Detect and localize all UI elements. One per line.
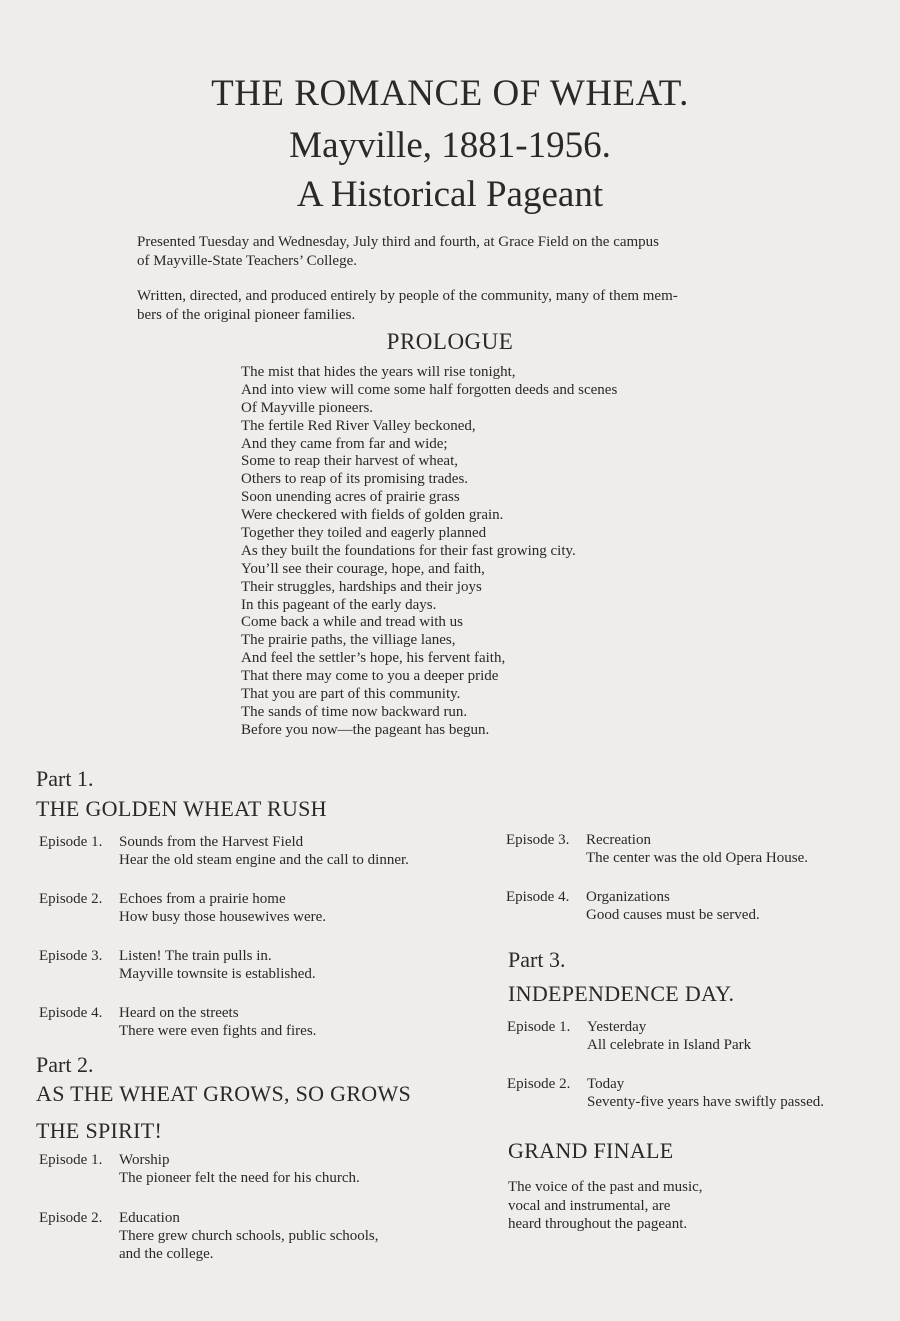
poem-line: The mist that hides the years will rise tonight, bbox=[241, 364, 516, 380]
part2-title-line1: AS THE WHEAT GROWS, SO GROWS bbox=[36, 1081, 412, 1106]
episode-desc: Good causes must be served. bbox=[586, 907, 760, 923]
finale-line: heard throughout the pageant. bbox=[508, 1216, 688, 1232]
episode-label: Episode 1. bbox=[39, 1152, 103, 1168]
poem-line: That you are part of this community. bbox=[241, 686, 461, 703]
episode-desc: There were even fights and fires. bbox=[119, 1023, 317, 1039]
episode-desc: The pioneer felt the need for his church. bbox=[119, 1170, 360, 1186]
episode-label: Episode 1. bbox=[39, 834, 103, 850]
poem-line: Together they toiled and eagerly planned bbox=[241, 525, 487, 542]
episode-label: Episode 1. bbox=[507, 1019, 571, 1035]
intro-paragraph-2 bbox=[137, 287, 797, 324]
intro-line: bers of the original pioneer families. bbox=[137, 306, 356, 323]
episode-title: Sounds from the Harvest Field bbox=[119, 834, 304, 850]
poem-line: As they built the foundations for their fast growing city. bbox=[241, 542, 576, 559]
poem-line: Their struggles, hardships and their joys bbox=[241, 578, 482, 595]
episode-desc: How busy those housewives were. bbox=[119, 909, 327, 925]
part1-label: Part 1. bbox=[36, 766, 94, 791]
episode-title: Worship bbox=[119, 1152, 170, 1168]
finale-text bbox=[508, 1178, 808, 1234]
part2-title-line2: THE SPIRIT! bbox=[36, 1118, 163, 1143]
episode-label: Episode 3. bbox=[39, 948, 103, 964]
poem-line: Of Mayville pioneers. bbox=[241, 399, 374, 416]
poem-line: Others to reap of its promising trades. bbox=[241, 471, 469, 488]
part1-episode bbox=[39, 1004, 316, 1040]
episode-desc: Mayville townsite is established. bbox=[119, 966, 316, 982]
part1-episode bbox=[39, 833, 409, 869]
episode-label: Episode 2. bbox=[507, 1076, 571, 1092]
episode-desc: All celebrate in Island Park bbox=[587, 1037, 752, 1053]
part1-episode bbox=[39, 947, 316, 983]
poem-line: Some to reap their harvest of wheat, bbox=[241, 453, 459, 470]
part3-episode bbox=[507, 1018, 751, 1054]
episode-desc: There grew church schools, public schools, bbox=[119, 1228, 379, 1244]
poem-line: The prairie paths, the villiage lanes, bbox=[241, 632, 456, 649]
episode-title: Recreation bbox=[586, 832, 651, 848]
poem-line: Were checkered with fields of golden grain. bbox=[241, 507, 504, 524]
episode-label: Episode 4. bbox=[506, 889, 570, 905]
intro-line: of Mayville-State Teachers’ College. bbox=[137, 252, 357, 269]
part2-episode bbox=[39, 1151, 360, 1187]
episode-title: Listen! The train pulls in. bbox=[119, 948, 272, 964]
episode-label: Episode 2. bbox=[39, 1210, 103, 1226]
poem-line: And feel the settler’s hope, his fervent faith, bbox=[241, 650, 506, 667]
finale-heading: GRAND FINALE bbox=[508, 1138, 674, 1163]
part2-episode bbox=[39, 1209, 379, 1263]
page-subtitle: Mayville, 1881-1956. bbox=[289, 125, 611, 166]
prologue-heading: PROLOGUE bbox=[386, 329, 514, 354]
part2-episode bbox=[506, 888, 760, 924]
part2-label: Part 2. bbox=[36, 1052, 94, 1077]
part2-episode bbox=[506, 831, 808, 867]
episode-title: Yesterday bbox=[587, 1019, 647, 1035]
poem-line: And they came from far and wide; bbox=[241, 435, 448, 452]
episode-desc: and the college. bbox=[119, 1246, 214, 1262]
prologue-poem bbox=[241, 364, 701, 740]
part3-label: Part 3. bbox=[508, 947, 566, 972]
poem-line: And into view will come some half forgotten deeds and scenes bbox=[241, 381, 618, 398]
episode-desc: Seventy-five years have swiftly passed. bbox=[587, 1094, 825, 1110]
intro-line: Written, directed, and produced entirely by people of the community, many of them mem- bbox=[137, 288, 678, 304]
poem-line: The sands of time now backward run. bbox=[241, 703, 468, 720]
poem-line: That there may come to you a deeper pride bbox=[241, 668, 499, 685]
episode-label: Episode 3. bbox=[506, 832, 570, 848]
page-subtitle-2: A Historical Pageant bbox=[296, 174, 604, 215]
part3-episode bbox=[507, 1075, 824, 1111]
episode-label: Episode 4. bbox=[39, 1005, 103, 1021]
episode-desc: Hear the old steam engine and the call to dinner. bbox=[119, 852, 409, 868]
part1-title: THE GOLDEN WHEAT RUSH bbox=[36, 796, 327, 821]
part1-episode bbox=[39, 890, 326, 926]
part3-title: INDEPENDENCE DAY. bbox=[508, 981, 735, 1006]
intro-line: Presented Tuesday and Wednesday, July third and fourth, at Grace Field on the campus bbox=[137, 234, 660, 250]
poem-line: Before you now—the pageant has begun. bbox=[241, 721, 490, 738]
finale-line: The voice of the past and music, bbox=[508, 1179, 703, 1195]
episode-label: Episode 2. bbox=[39, 891, 103, 907]
episode-title: Today bbox=[587, 1076, 625, 1092]
page-title: THE ROMANCE OF WHEAT. bbox=[211, 73, 689, 114]
episode-title: Organizations bbox=[586, 889, 670, 905]
poem-line: Soon unending acres of prairie grass bbox=[241, 489, 460, 506]
episode-desc: The center was the old Opera House. bbox=[586, 850, 808, 866]
poem-line: Come back a while and tread with us bbox=[241, 614, 464, 631]
poem-line: In this pageant of the early days. bbox=[241, 596, 437, 613]
episode-title: Heard on the streets bbox=[119, 1005, 239, 1021]
intro-paragraph-1 bbox=[137, 233, 797, 270]
finale-line: vocal and instrumental, are bbox=[508, 1197, 671, 1214]
episode-title: Education bbox=[119, 1210, 180, 1226]
poem-line: The fertile Red River Valley beckoned, bbox=[241, 417, 476, 434]
poem-line: You’ll see their courage, hope, and faith, bbox=[241, 560, 485, 577]
episode-title: Echoes from a prairie home bbox=[119, 891, 286, 907]
